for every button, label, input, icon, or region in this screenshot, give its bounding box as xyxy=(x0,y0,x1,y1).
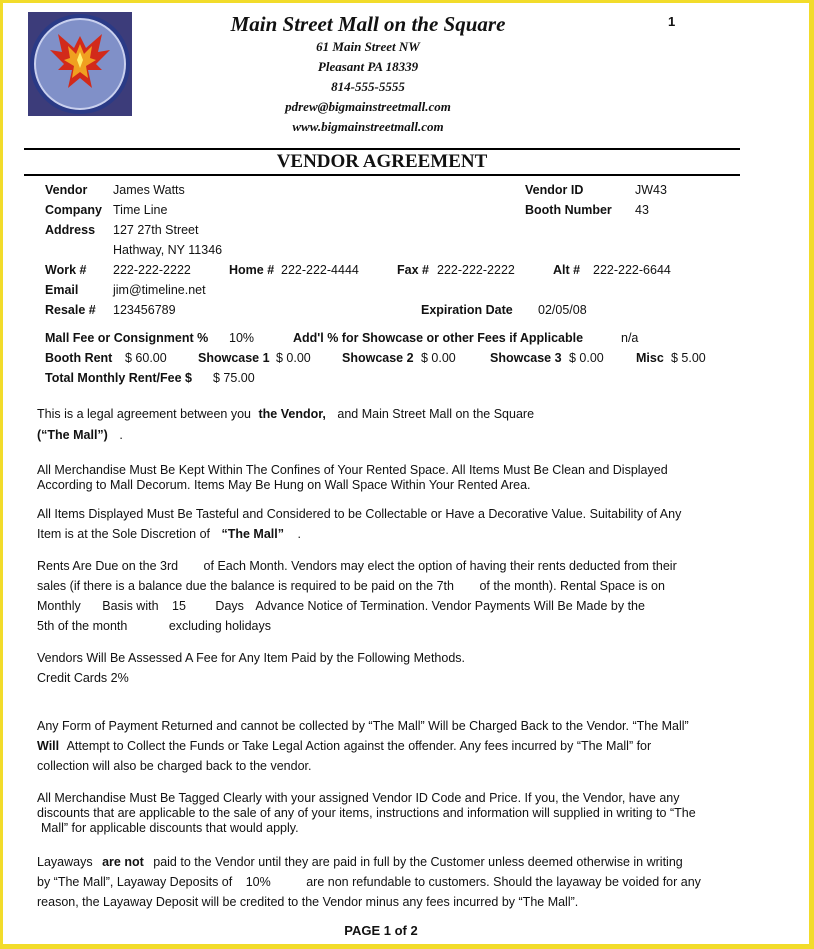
mall-phone: 814-555-5555 xyxy=(331,79,405,94)
resale-label: Resale # xyxy=(45,303,96,317)
terms-p8-1c: paid to the Vendor until they are paid in full by the Customer unless deemed otherwise in writing xyxy=(153,855,683,869)
terms-p7-line1: All Merchandise Must Be Tagged Clearly with your assigned Vendor ID Code and Price. If you, the Vendor, have any xyxy=(37,791,680,805)
terms-p4-3b: Basis with xyxy=(102,599,159,613)
alt-phone-value: 222-222-6644 xyxy=(593,263,671,277)
showcase2-value: $ 0.00 xyxy=(421,351,456,365)
alt-phone-label: Alt # xyxy=(553,263,581,277)
company-label: Company xyxy=(45,203,102,217)
terms-p1-c: and Main Street Mall on the Square xyxy=(337,407,535,421)
terms-p3-2a: Item is at the Sole Discretion of xyxy=(37,527,210,541)
mall-name: Main Street Mall on the Square xyxy=(230,12,506,36)
terms-p8-line2 xyxy=(37,875,701,890)
terms-p2-line2: According to Mall Decorum. Items May Be Hung on Wall Space Within Your Rented Area. xyxy=(37,478,531,492)
terms-p3-2b: “The Mall” xyxy=(221,527,284,541)
mall-email-link[interactable]: pdrew@bigmainstreetmall.com xyxy=(285,99,451,114)
terms-p6-line3: collection will also be charged back to the vendor. xyxy=(37,759,312,773)
terms-p8-1b: are not xyxy=(102,855,144,869)
terms-p8-line1 xyxy=(37,855,683,870)
terms-p7-line3: Mall” for applicable discounts that would apply. xyxy=(41,821,299,835)
address-label: Address xyxy=(45,223,96,237)
phoenix-logo-icon xyxy=(28,12,132,116)
fax-label: Fax # xyxy=(397,263,429,277)
expiration-value: 02/05/08 xyxy=(538,303,587,317)
work-phone-label: Work # xyxy=(45,263,87,277)
terms-p3-line1: All Items Displayed Must Be Tasteful and Considered to be Collectable or Have a Decorative Value. Suitability of Any xyxy=(37,507,682,521)
work-phone-value: 222-222-2222 xyxy=(113,263,191,277)
terms-p1-b: the Vendor, xyxy=(258,407,326,421)
total-rent-label: Total Monthly Rent/Fee $ xyxy=(45,371,192,385)
vendor-id-label: Vendor ID xyxy=(525,183,584,197)
terms-p4-1b: of Each Month. Vendors may elect the option of having their rents deducted from their xyxy=(203,559,677,573)
terms-p4-4a: 5th of the month xyxy=(37,619,128,633)
terms-p6-2b: Attempt to Collect the Funds or Take Legal Action against the offender. Any fees incurred by “The Mall” for xyxy=(66,739,652,753)
terms-p4-line2 xyxy=(37,579,665,594)
terms-p8-line3: reason, the Layaway Deposit will be credited to the Vendor minus any fees incurred by “The Mall”. xyxy=(37,895,579,909)
terms-p1-a: This is a legal agreement between you xyxy=(37,407,252,421)
document-title: VENDOR AGREEMENT xyxy=(276,151,488,172)
showcase3-value: $ 0.00 xyxy=(569,351,604,365)
vendor-value: James Watts xyxy=(113,183,185,197)
mall-website-link[interactable]: www.bigmainstreetmall.com xyxy=(292,119,444,134)
mall-fee-value: 10% xyxy=(229,331,255,345)
terms-p5-line1: Vendors Will Be Assessed A Fee for Any Item Paid by the Following Methods. xyxy=(37,651,465,665)
terms-p3-2c: . xyxy=(297,527,301,541)
terms-p4-2b: of the month). Rental Space is on xyxy=(479,579,665,593)
addl-fee-value: n/a xyxy=(621,331,639,345)
booth-number-value: 43 xyxy=(635,203,649,217)
terms-p4-3d: Days xyxy=(215,599,244,613)
terms-p4-3e: Advance Notice of Termination. Vendor Payments Will Be Made by the xyxy=(255,599,645,613)
document-page xyxy=(3,3,809,944)
addl-fee-label: Add'l % for Showcase or other Fees if Applicable xyxy=(293,331,584,345)
showcase2-label: Showcase 2 xyxy=(342,351,414,365)
terms-p4-line1 xyxy=(37,559,677,574)
expiration-label: Expiration Date xyxy=(421,303,513,317)
terms-p6-2a: Will xyxy=(37,739,60,753)
misc-label: Misc xyxy=(636,351,664,365)
showcase1-label: Showcase 1 xyxy=(198,351,270,365)
vendor-label: Vendor xyxy=(45,183,88,197)
terms-p1-line1 xyxy=(37,407,534,422)
vendor-id-value: JW43 xyxy=(635,183,667,197)
mall-city: Pleasant PA 18339 xyxy=(317,59,419,74)
fax-value: 222-222-2222 xyxy=(437,263,515,277)
terms-p1-line2 xyxy=(37,428,123,443)
terms-p8-2b: 10% xyxy=(245,875,271,889)
showcase3-label: Showcase 3 xyxy=(490,351,562,365)
mall-street: 61 Main Street NW xyxy=(316,39,420,54)
total-rent-value: $ 75.00 xyxy=(213,371,255,385)
address-line2: Hathway, NY 11346 xyxy=(113,243,223,257)
terms-p6-line2 xyxy=(37,739,651,754)
terms-p8-2a: by “The Mall”, Layaway Deposits of xyxy=(37,875,233,889)
company-value: Time Line xyxy=(113,203,168,217)
terms-p8-1a: Layaways xyxy=(37,855,93,869)
home-phone-value: 222-222-4444 xyxy=(281,263,359,277)
address-line1: 127 27th Street xyxy=(113,223,199,237)
terms-p6-line1: Any Form of Payment Returned and cannot be collected by “The Mall” Will be Charged Back to the Vendor. “The Mall” xyxy=(37,719,689,733)
title-rule-top xyxy=(24,148,740,150)
booth-number-label: Booth Number xyxy=(525,203,612,217)
terms-p1-e: . xyxy=(119,428,123,442)
showcase1-value: $ 0.00 xyxy=(276,351,311,365)
page-number: 1 xyxy=(668,14,676,29)
misc-value: $ 5.00 xyxy=(671,351,706,365)
terms-p8-2c: are non refundable to customers. Should the layaway be voided for any xyxy=(306,875,701,889)
email-value: jim@timeline.net xyxy=(113,283,206,297)
terms-p4-3c: 15 xyxy=(172,599,186,613)
terms-p5-line2: Credit Cards 2% xyxy=(37,671,129,685)
email-label: Email xyxy=(45,283,79,297)
terms-p4-2a: sales (if there is a balance due the balance is required to be paid on the 7th xyxy=(37,579,454,593)
booth-rent-value: $ 60.00 xyxy=(125,351,167,365)
terms-p4-3a: Monthly xyxy=(37,599,81,613)
terms-p7-line2: discounts that are applicable to the sale of any of your items, instructions and information will supplied in writing to “The xyxy=(37,806,696,820)
booth-rent-label: Booth Rent xyxy=(45,351,113,365)
resale-value: 123456789 xyxy=(113,303,176,317)
title-rule-bottom xyxy=(24,174,740,176)
terms-p1-d: (“The Mall”) xyxy=(37,428,108,442)
terms-p4-4b: excluding holidays xyxy=(168,619,271,633)
page-footer: PAGE 1 of 2 xyxy=(344,923,418,938)
terms-p4-line4 xyxy=(37,619,271,634)
terms-p3-line2 xyxy=(37,527,301,542)
home-phone-label: Home # xyxy=(229,263,275,277)
terms-p4-line3 xyxy=(37,599,645,614)
mall-fee-label: Mall Fee or Consignment % xyxy=(45,331,209,345)
terms-p4-1a: Rents Are Due on the 3rd xyxy=(37,559,179,573)
terms-p2-line1: All Merchandise Must Be Kept Within The Confines of Your Rented Space. All Items Must Be Clean and Displayed xyxy=(37,463,668,477)
